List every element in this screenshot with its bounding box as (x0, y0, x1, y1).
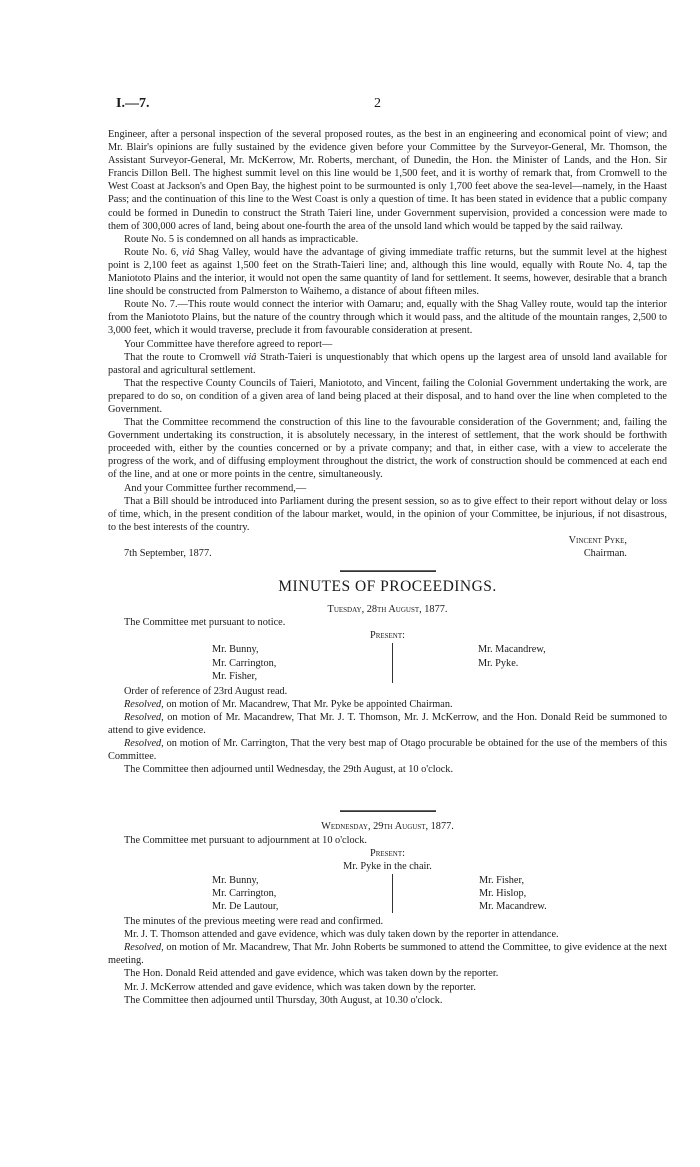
page-number: 2 (374, 96, 381, 111)
page-header (116, 97, 586, 113)
chair-line: Mr. Pyke in the chair. (343, 860, 432, 872)
member-name: Mr. Fisher, (479, 874, 525, 886)
member-name: Mr. Carrington, (212, 657, 277, 669)
report-paragraph: And your Committee further recommend,— (124, 482, 307, 494)
minutes-entry: The Committee then adjourned until Wednesday, the 29th August, at 10 o'clock. (124, 764, 454, 776)
meeting-opening: The Committee met pursuant to notice. (124, 617, 286, 629)
report-paragraph: Your Committee have therefore agreed to report— (124, 338, 333, 350)
resolution: Resolved, on motion of Mr. Macandrew, That Mr. John Roberts be summoned to attend the Committee, to give evidence at the next meeting. (108, 942, 667, 967)
members-column-left (212, 874, 393, 913)
meeting-opening: The Committee met pursuant to adjournment at 10 o'clock. (124, 834, 367, 846)
minutes-entry: The Hon. Donald Reid attended and gave evidence, which was taken down by the reporter. (124, 968, 499, 980)
report-date: 7th September, 1877. (124, 548, 212, 559)
page-identifier: I.—7. (116, 96, 150, 111)
report-paragraph: Engineer, after a personal inspection of the several proposed routes, as the best in an engineering and economical point of view; and Mr. Blair's opinions are fully sustained by the evidence given before your Committee by the Surveyor-General, Mr. Thomson, the Assistant Surveyor-General, Mr. McKerrow, Mr. Roberts, merchant, of Dunedin, the Hon. the Minister of Lands, and the Hon. Sir Francis Dillon Bell. The highest summit level on this line would be 1,500 feet, and it is worthy of remark that, from Cromwell to the West Coast at Jackson's and Open Bay, the highest point to be surmounted is only 1,700 feet above the sea-level—namely, in the Haast Pass; and the continuation of this line to the West Coast is only a question of time. It has been stated in evidence that a public company could be formed in Dunedin to construct the Strath Taieri line, under Government supervision, provided a concession were made to them of 300,000 acres of land, being about one-fourth the area of the unsold land which would be tapped by the said railway. (108, 129, 667, 232)
report-paragraph: Route No. 7.—This route would connect the interior with Oamaru; and, equally with the Shag Valley route, would tap the interior from the Maniototo Plains, but the nature of the country through which it would pass, and the altitude of the mountain ranges, 2,500 to 3,000 feet, which it would traverse, preclude it from favourable consideration at present. (108, 299, 667, 337)
member-name: Mr. Pyke. (478, 657, 519, 669)
report-paragraph: That the respective County Councils of Taieri, Maniototo, and Vincent, failing the Colonial Government undertaking the work, are prepared to do so, on condition of a given area of land being placed at their disposal, and to hand over the line when completed to the Government. (108, 377, 667, 415)
report-paragraph: That the route to Cromwell viâ Strath-Taieri is unquestionably that which opens up the largest area of unsold land available for pastoral and agricultural settlement. (108, 351, 668, 376)
minutes-title: MINUTES OF PROCEEDINGS. (278, 578, 497, 596)
member-name: Mr. Bunny, (212, 874, 259, 886)
meeting-date: Wednesday, 29th August, 1877. (321, 821, 454, 833)
member-name: Mr. De Lautour, (212, 900, 279, 912)
members-column-left (212, 643, 393, 682)
signature-block (108, 534, 667, 547)
member-name: Mr. Carrington, (212, 887, 277, 899)
date-line (108, 547, 667, 560)
meeting-date: Tuesday, 28th August, 1877. (327, 604, 448, 616)
report-paragraph: That the Committee recommend the construction of this line to the favourable consideration of the Government; and, failing the Government undertaking its construction, it is absolutely necessary, in the interest of settlement, that the work should be forthwith proceeded with, either by the counties concerned or by a private company; and that, in either case, with a view to accelerate the progress of the work, and of diffusing employment throughout the district, the work of construction should be commenced at each end of the line, and at one or more points in the centre, simultaneously. (108, 417, 667, 481)
minutes-entry: Mr. J. T. Thomson attended and gave evidence, which was duly taken down by the reporter in attendance. (124, 929, 559, 941)
minutes-entry: Order of reference of 23rd August read. (124, 685, 288, 697)
member-name: Mr. Macandrew. (479, 900, 547, 912)
report-paragraph: That a Bill should be introduced into Parliament during the present session, so as to give effect to their report without delay or loss of time, which, in the present condition of the labour market, would, in the opinion of your Committee, be injurious, if not disastrous, to the best interests of the country. (108, 495, 667, 533)
member-name: Mr. Fisher, (212, 670, 258, 682)
resolution: Resolved, on motion of Mr. Macandrew, That Mr. J. T. Thomson, Mr. J. McKerrow, and the Hon. Donald Reid be summoned to attend to give evidence. (108, 711, 667, 737)
member-name: Mr. Macandrew, (478, 644, 546, 656)
section-divider (340, 570, 436, 572)
report-paragraph: Route No. 5 is condemned on all hands as impracticable. (124, 233, 359, 245)
resolution: Resolved, on motion of Mr. Macandrew, That Mr. Pyke be appointed Chairman. (124, 698, 453, 710)
resolution: Resolved, on motion of Mr. Carrington, That the very best map of Otago procurable be obtained for the use of the members of this Committee. (108, 738, 667, 763)
members-present (108, 874, 667, 913)
present-label: Present: (369, 630, 406, 642)
minutes-entry: The minutes of the previous meeting were read and confirmed. (124, 916, 384, 928)
member-name: Mr. Bunny, (212, 644, 259, 656)
members-present (108, 643, 667, 682)
section-divider (340, 810, 436, 812)
members-column-right (479, 874, 547, 913)
member-name: Mr. Hislop, (479, 887, 527, 899)
report-paragraph: Route No. 6, viâ Shag Valley, would have the advantage of giving immediate traffic returns, but the summit level at the highest point is 2,100 feet as against 1,500 feet on the Strath-Taieri line; and, although this line would, equally with Route No. 4, tap the Maniototo Plains and the interior, it would not open the same quantity of land for settlement. It seems, however, desirable that a branch line should be constructed from Palmerston to Waihemo, a distance of about fifteen miles. (108, 246, 667, 298)
present-label: Present: (369, 847, 406, 859)
minutes-entry: Mr. J. McKerrow attended and gave evidence, which was taken down by the reporter. (124, 981, 476, 993)
signatory-name: Vincent Pyke, (568, 534, 627, 546)
document-body (108, 128, 667, 1007)
members-column-right (478, 643, 546, 682)
minutes-entry: The Committee then adjourned until Thursday, 30th August, at 10.30 o'clock. (124, 994, 443, 1006)
signatory-title: Chairman. (583, 548, 627, 559)
